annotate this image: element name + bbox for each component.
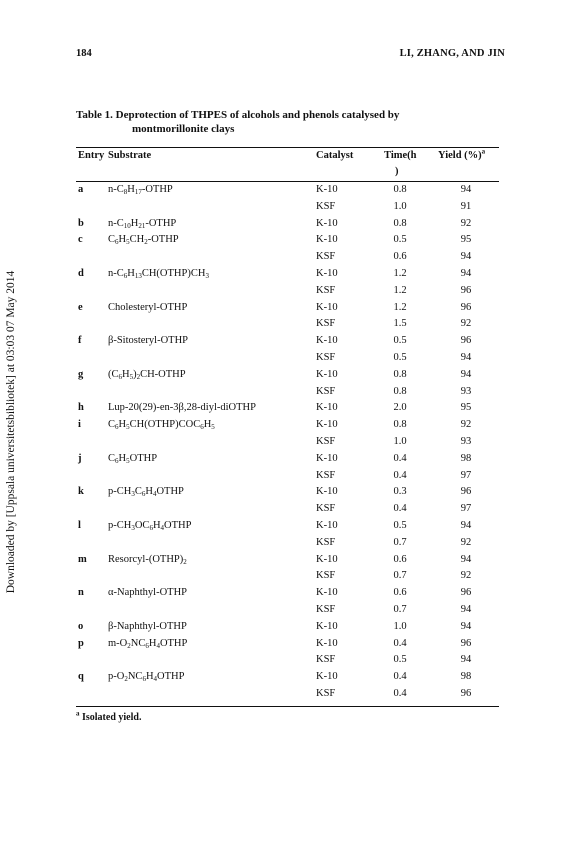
table-top-rule: [76, 147, 499, 148]
entry-cell: h: [78, 402, 84, 414]
entry-cell: g: [78, 368, 84, 380]
time-cell: 0.4: [393, 503, 407, 515]
yield-cell: 93: [460, 385, 472, 397]
entry-cell: d: [78, 268, 84, 279]
catalyst-cell: KSF: [316, 436, 336, 447]
substrate-cell: $p-CH_3C_6H_4OTHP$: [108, 486, 184, 499]
time-cell: 0.3: [393, 486, 407, 498]
substrate-cell: $n-C_6H_{13}CH(OTHP)CH_3$: [108, 268, 209, 280]
time-cell: 0.5: [393, 234, 407, 246]
catalyst-cell: K-10: [316, 520, 338, 531]
yield-cell: 96: [460, 637, 472, 649]
substrate-cell: $m-O_2NC_6H_4OTHP$: [108, 637, 188, 650]
catalyst-cell: K-10: [316, 301, 338, 313]
download-watermark: [0, 222, 22, 642]
yield-cell: 92: [460, 318, 472, 330]
time-cell: 0.5: [393, 654, 407, 666]
table-row: [76, 602, 499, 618]
time-cell: 0.5: [393, 352, 407, 363]
table-row: [76, 552, 499, 568]
catalyst-cell: KSF: [316, 654, 336, 666]
entry-cell: i: [78, 419, 81, 431]
time-cell: 0.4: [393, 671, 407, 683]
header-time-cont: ): [395, 166, 399, 177]
catalyst-cell: K-10: [316, 671, 338, 683]
time-cell: 0.8: [393, 184, 407, 195]
table-row: [76, 333, 499, 349]
catalyst-cell: KSF: [316, 604, 336, 615]
table-bottom-rule: [76, 706, 499, 707]
entry-cell: f: [78, 335, 82, 347]
time-cell: 0.6: [393, 251, 407, 263]
table-row: [76, 367, 499, 383]
catalyst-cell: KSF: [316, 318, 336, 330]
entry-cell: l: [78, 520, 81, 531]
yield-cell: 94: [460, 268, 472, 279]
catalyst-cell: KSF: [316, 503, 336, 515]
time-cell: 0.8: [393, 419, 407, 431]
catalyst-cell: KSF: [316, 352, 336, 363]
time-cell: 0.8: [393, 368, 407, 380]
yield-cell: 91: [460, 200, 472, 212]
substrate-cell: β-Naphthyl-OTHP: [108, 620, 187, 632]
time-cell: 0.7: [393, 570, 407, 582]
entry-cell: e: [78, 301, 83, 313]
table-row: [76, 417, 499, 433]
table-row: [76, 636, 499, 652]
page-number: 184: [76, 48, 92, 59]
yield-cell: 94: [460, 184, 472, 195]
time-cell: 0.4: [393, 688, 407, 699]
running-head-authors: LI, ZHANG, AND JIN: [399, 48, 505, 59]
yield-cell: 94: [460, 520, 472, 531]
yield-cell: 98: [460, 452, 472, 464]
entry-cell: q: [78, 671, 84, 683]
entry-cell: j: [78, 452, 82, 464]
time-cell: 0.7: [393, 604, 407, 615]
table-row: [76, 434, 499, 450]
table-row: [76, 350, 499, 366]
substrate-cell: $C_6H_5OTHP$: [108, 452, 158, 465]
yield-cell: 96: [460, 284, 472, 296]
yield-cell: 94: [460, 352, 472, 363]
substrate-cell: $C_6H_5CH(OTHP)COC_6H_5$: [108, 419, 215, 432]
table-row: [76, 283, 499, 299]
yield-cell: 98: [460, 671, 472, 683]
substrate-cell: $n-C_{10}H_{21}$-OTHP: [108, 217, 177, 230]
table-row: [76, 400, 499, 416]
entry-cell: a: [78, 184, 84, 195]
table-row: [76, 619, 499, 635]
table-row: [76, 300, 499, 316]
table-row: [76, 535, 499, 551]
time-cell: 1.0: [393, 200, 407, 212]
substrate-cell: $p-O_2NC_6H_4OTHP$: [108, 671, 185, 684]
catalyst-cell: KSF: [316, 251, 336, 263]
time-cell: 1.0: [393, 436, 407, 447]
catalyst-cell: KSF: [316, 284, 336, 296]
catalyst-cell: K-10: [316, 335, 338, 347]
table-row: [76, 232, 499, 248]
table-row: [76, 686, 499, 702]
yield-cell: 92: [460, 419, 472, 431]
catalyst-cell: K-10: [316, 553, 338, 565]
yield-cell: 96: [460, 301, 472, 313]
yield-cell: 92: [460, 217, 472, 229]
time-cell: 0.5: [393, 335, 407, 347]
table-row: [76, 266, 499, 282]
substrate-cell: $C_6H_5CH_2$-OTHP: [108, 234, 179, 247]
entry-cell: c: [78, 234, 83, 246]
yield-cell: 92: [460, 536, 472, 548]
yield-cell: 96: [460, 335, 472, 347]
catalyst-cell: K-10: [316, 368, 338, 380]
catalyst-cell: K-10: [316, 184, 338, 195]
catalyst-cell: K-10: [316, 587, 338, 599]
table-footnote: [76, 709, 142, 723]
catalyst-cell: K-10: [316, 402, 338, 414]
yield-cell: 95: [460, 234, 472, 246]
time-cell: 1.2: [393, 301, 407, 313]
time-cell: 0.8: [393, 385, 407, 397]
table-label: Table 1.: [76, 109, 113, 121]
table-row: [76, 199, 499, 215]
substrate-cell: $(C_6H_5)_2CH$-OTHP: [108, 368, 186, 381]
time-cell: 0.4: [393, 452, 407, 464]
yield-cell: 96: [460, 587, 472, 599]
yield-cell: 96: [460, 688, 472, 699]
table-row: [76, 501, 499, 517]
substrate-cell: β-Sitosteryl-OTHP: [108, 335, 189, 347]
yield-cell: 94: [460, 368, 472, 380]
catalyst-cell: KSF: [316, 536, 336, 548]
time-cell: 0.6: [393, 553, 407, 565]
table-row: [76, 585, 499, 601]
yield-cell: 97: [460, 503, 472, 515]
time-cell: 1.5: [393, 318, 407, 330]
yield-cell: 94: [460, 251, 472, 263]
time-cell: 0.7: [393, 536, 407, 548]
catalyst-cell: K-10: [316, 452, 338, 464]
table-row: [76, 468, 499, 484]
yield-cell: 92: [460, 570, 472, 582]
time-cell: 0.8: [393, 217, 407, 229]
catalyst-cell: K-10: [316, 419, 338, 431]
table-row: [76, 216, 499, 232]
catalyst-cell: KSF: [316, 200, 336, 212]
footnote-text: Isolated yield.: [82, 712, 142, 723]
substrate-cell: Resorcyl-$(OTHP)_2$: [108, 553, 187, 566]
caption-line-1: Deprotection of THPES of alcohols and phenols catalysed by: [115, 109, 400, 121]
table-row: [76, 568, 499, 584]
time-cell: 1.2: [393, 268, 407, 279]
time-cell: 0.6: [393, 587, 407, 599]
yield-cell: 94: [460, 654, 472, 666]
catalyst-cell: KSF: [316, 570, 336, 582]
yield-cell: 95: [460, 402, 472, 414]
substrate-cell: α-Naphthyl-OTHP: [108, 587, 187, 599]
yield-cell: 94: [460, 604, 472, 615]
entry-cell: k: [78, 486, 84, 498]
table-row: [76, 451, 499, 467]
entry-cell: n: [78, 587, 84, 599]
table-row: [76, 652, 499, 668]
substrate-cell: $n-C_8H_{17}$-OTHP: [108, 184, 173, 196]
catalyst-cell: K-10: [316, 620, 338, 632]
caption-line-2: montmorillonite clays: [132, 123, 235, 135]
catalyst-cell: K-10: [316, 268, 338, 279]
catalyst-cell: K-10: [316, 637, 338, 649]
yield-cell: 97: [460, 469, 472, 481]
time-cell: 0.4: [393, 469, 407, 481]
yield-cell: 93: [460, 436, 472, 447]
header-yield-footnote-mark: a: [481, 147, 486, 156]
header-substrate: Substrate: [108, 150, 152, 161]
table-row: [76, 249, 499, 265]
table-row: [76, 384, 499, 400]
table-row: [76, 182, 499, 198]
catalyst-cell: K-10: [316, 234, 338, 246]
table-row: [76, 518, 499, 534]
table-caption: [76, 108, 506, 136]
footnote-mark: a: [76, 709, 80, 718]
catalyst-cell: K-10: [316, 486, 338, 498]
substrate-cell: $p-CH_3OC_6H_4OTHP$: [108, 520, 192, 532]
header-yield: [438, 147, 486, 161]
substrate-cell: Cholesteryl-OTHP: [108, 301, 188, 313]
catalyst-cell: KSF: [316, 385, 336, 397]
time-cell: 0.5: [393, 520, 407, 531]
entry-cell: p: [78, 637, 84, 649]
time-cell: 1.2: [393, 284, 407, 296]
entry-cell: b: [78, 217, 84, 229]
entry-cell: m: [78, 553, 87, 565]
watermark-text: Downloaded by [Uppsala universitetsbibliotek] at 03:03 07 May 2014: [5, 270, 17, 594]
header-entry: Entry: [78, 150, 105, 161]
table-row: [76, 669, 499, 685]
yield-cell: 96: [460, 486, 472, 498]
header-catalyst: Catalyst: [316, 150, 354, 161]
table-row: [76, 484, 499, 500]
time-cell: 1.0: [393, 620, 407, 632]
entry-cell: o: [78, 620, 84, 632]
yield-cell: 94: [460, 620, 472, 632]
header-yield-text: Yield (%): [438, 150, 482, 161]
header-time: Time(h: [384, 150, 417, 161]
time-cell: 0.4: [393, 637, 407, 649]
catalyst-cell: KSF: [316, 469, 336, 481]
substrate-cell: Lup-20(29)-en-3β,28-diyl-diOTHP: [108, 402, 256, 414]
table-row: [76, 316, 499, 332]
yield-cell: 94: [460, 553, 472, 565]
catalyst-cell: K-10: [316, 217, 338, 229]
catalyst-cell: KSF: [316, 688, 336, 699]
time-cell: 2.0: [393, 402, 407, 414]
